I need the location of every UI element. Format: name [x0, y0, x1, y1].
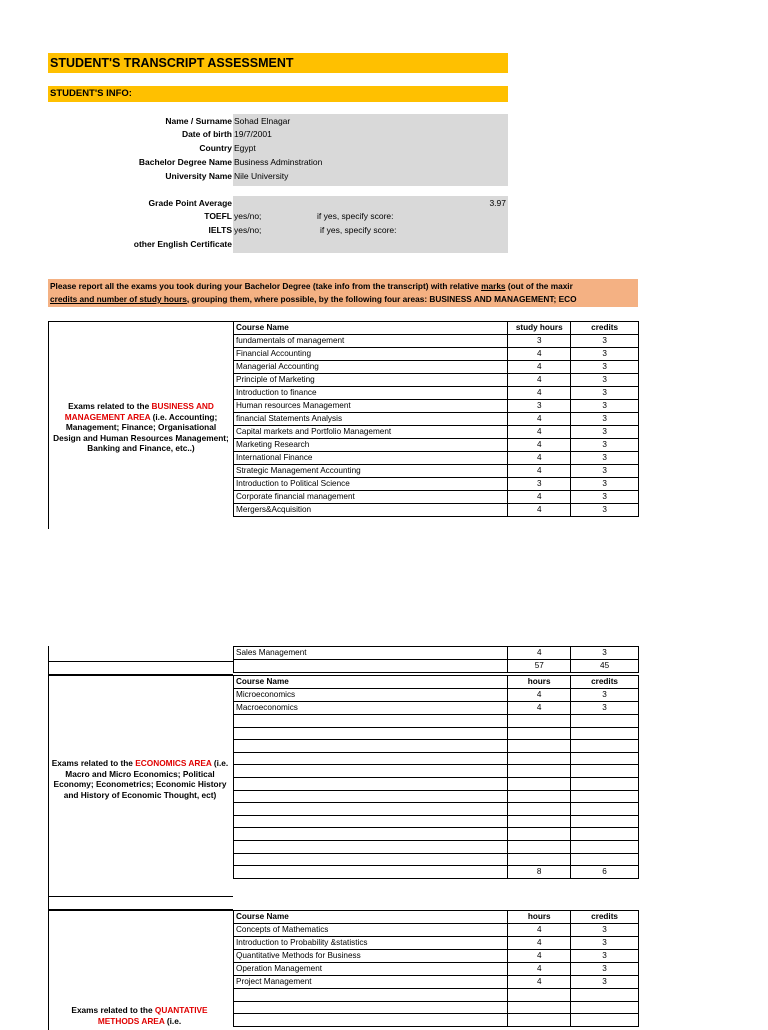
- business-cell[interactable]: Managerial Accounting: [234, 361, 508, 374]
- table-row: [234, 950, 639, 963]
- business-cell[interactable]: 4: [508, 361, 571, 374]
- table-row: [234, 715, 639, 728]
- business-cell[interactable]: 3: [571, 647, 639, 660]
- table-row: [234, 689, 639, 702]
- business-cell[interactable]: 4: [508, 426, 571, 439]
- economics-cell[interactable]: [571, 715, 639, 728]
- name-label: Name / Surname: [165, 116, 232, 126]
- table-row: [234, 790, 639, 803]
- economics-header-cell: hours: [508, 676, 571, 689]
- economics-table: [233, 675, 639, 879]
- economics-cell[interactable]: [508, 815, 571, 828]
- table-row: [234, 439, 639, 452]
- table-row: [234, 727, 639, 740]
- quant-cell[interactable]: Project Management: [234, 976, 508, 989]
- business-cell[interactable]: 4: [508, 374, 571, 387]
- economics-cell[interactable]: [571, 853, 639, 866]
- business-cell[interactable]: Human resources Management: [234, 400, 508, 413]
- degree-value[interactable]: Business Adminstration: [234, 157, 323, 167]
- table-row: [234, 815, 639, 828]
- table-row: [234, 647, 639, 660]
- ielts-value[interactable]: yes/no;: [234, 225, 262, 235]
- economics-cell[interactable]: [508, 752, 571, 765]
- economics-cell[interactable]: [508, 727, 571, 740]
- country-value[interactable]: Egypt: [234, 143, 256, 153]
- table-row: [234, 702, 639, 715]
- quant-cell[interactable]: 3: [571, 924, 639, 937]
- quant-cell[interactable]: 4: [508, 976, 571, 989]
- economics-cell[interactable]: [234, 727, 508, 740]
- business-cell[interactable]: 3: [571, 426, 639, 439]
- ielts-note: if yes, specify score:: [320, 225, 397, 235]
- economics-cell[interactable]: [571, 777, 639, 790]
- quant-desc-post: (i.e.: [166, 1015, 182, 1026]
- business-cell[interactable]: 3: [571, 439, 639, 452]
- economics-cell[interactable]: [571, 803, 639, 816]
- table-row: [234, 374, 639, 387]
- business-cell[interactable]: 3: [508, 478, 571, 491]
- business-cell[interactable]: Sales Management: [234, 647, 508, 660]
- business-cell[interactable]: 3: [571, 465, 639, 478]
- economics-desc-post: (i.e. Macro and Micro Economics; Political Economy; Econometrics; Economic History and History of Economic Thought, ect): [53, 758, 229, 800]
- economics-cell[interactable]: [571, 727, 639, 740]
- economics-cell[interactable]: 3: [571, 702, 639, 715]
- economics-cell[interactable]: [508, 853, 571, 866]
- table-row: [234, 853, 639, 866]
- business-cont-left-border: [48, 646, 49, 661]
- table-row: [234, 465, 639, 478]
- table-row: [234, 963, 639, 976]
- instructions-notice: [48, 279, 638, 307]
- notice-line2-underlined: credits and number of study hours: [50, 294, 187, 304]
- business-desc-pre: Exams related to the: [68, 401, 152, 411]
- business-cell[interactable]: 3: [571, 478, 639, 491]
- business-cell[interactable]: 3: [508, 400, 571, 413]
- gpa-label: Grade Point Average: [148, 198, 232, 208]
- economics-cell[interactable]: [234, 777, 508, 790]
- ielts-label: IELTS: [208, 225, 232, 235]
- table-row: [234, 400, 639, 413]
- economics-header-cell: credits: [571, 676, 639, 689]
- toefl-value[interactable]: yes/no;: [234, 211, 262, 221]
- notice-line1-pre: Please report all the exams you took during your Bachelor Degree (take info from the transcript) with relative: [50, 281, 482, 291]
- table-row: [234, 1014, 639, 1027]
- economics-cell[interactable]: [234, 752, 508, 765]
- economics-cell[interactable]: 4: [508, 689, 571, 702]
- business-cell[interactable]: Introduction to Political Science: [234, 478, 508, 491]
- country-label: Country: [199, 143, 232, 153]
- economics-cell[interactable]: [508, 803, 571, 816]
- quant-cell[interactable]: 3: [571, 976, 639, 989]
- quant-header-row: [234, 911, 639, 924]
- business-table: [233, 321, 639, 517]
- page-title: STUDENT'S TRANSCRIPT ASSESSMENT: [48, 53, 508, 73]
- business-cell[interactable]: 4: [508, 504, 571, 517]
- table-row: [234, 348, 639, 361]
- degree-label: Bachelor Degree Name: [138, 157, 232, 167]
- table-row: [234, 452, 639, 465]
- business-header-cell: study hours: [508, 322, 571, 335]
- business-cell[interactable]: 3: [571, 504, 639, 517]
- table-row: [234, 765, 639, 778]
- business-total-row: [234, 660, 639, 673]
- business-cell[interactable]: 3: [571, 348, 639, 361]
- business-cell[interactable]: 4: [508, 348, 571, 361]
- quant-cell[interactable]: 3: [571, 963, 639, 976]
- table-row: [234, 777, 639, 790]
- notice-marks: marks: [481, 281, 506, 291]
- notice-line2-post: , grouping them, where possible, by the following four areas: BUSINESS AND MANAGEMENT; ECO: [186, 294, 577, 304]
- business-cell[interactable]: International Finance: [234, 452, 508, 465]
- business-cell[interactable]: 4: [508, 465, 571, 478]
- business-cell[interactable]: 3: [508, 335, 571, 348]
- business-header-cell: Course Name: [234, 322, 508, 335]
- business-header-row: [234, 322, 639, 335]
- quant-desc-pre: Exams related to the: [71, 1005, 155, 1015]
- table-row: [234, 924, 639, 937]
- business-cell[interactable]: Mergers&Acquisition: [234, 504, 508, 517]
- university-value[interactable]: Nile University: [234, 171, 289, 181]
- quant-cell[interactable]: 3: [571, 950, 639, 963]
- economics-cell[interactable]: [234, 866, 508, 879]
- table-row: [234, 989, 639, 1002]
- business-area-description: [52, 401, 230, 454]
- table-row: [234, 413, 639, 426]
- economics-cell[interactable]: [571, 815, 639, 828]
- table-row: [234, 361, 639, 374]
- business-cell[interactable]: 4: [508, 413, 571, 426]
- other-cert-label: other English Certificate: [133, 239, 232, 249]
- dob-label: Date of birth: [181, 129, 232, 139]
- economics-cell[interactable]: [508, 840, 571, 853]
- business-cell[interactable]: 4: [508, 387, 571, 400]
- economics-cell[interactable]: [508, 777, 571, 790]
- quant-cell[interactable]: 4: [508, 950, 571, 963]
- economics-cell[interactable]: Macroeconomics: [234, 702, 508, 715]
- gpa-value[interactable]: 3.97: [489, 198, 506, 208]
- business-cell[interactable]: 45: [571, 660, 639, 673]
- business-cell[interactable]: Capital markets and Portfolio Management: [234, 426, 508, 439]
- name-value[interactable]: Sohad Elnagar: [234, 116, 291, 126]
- economics-area-description: [50, 758, 230, 800]
- economics-desc-area: ECONOMICS AREA: [135, 758, 212, 768]
- quant-cell[interactable]: [234, 1014, 508, 1027]
- business-cell[interactable]: fundamentals of management: [234, 335, 508, 348]
- business-cell[interactable]: 3: [571, 361, 639, 374]
- economics-cell[interactable]: [571, 828, 639, 841]
- business-cell[interactable]: 3: [571, 491, 639, 504]
- economics-cell[interactable]: 6: [571, 866, 639, 879]
- quant-cell[interactable]: 4: [508, 937, 571, 950]
- business-cell[interactable]: 57: [508, 660, 571, 673]
- business-cell[interactable]: 4: [508, 439, 571, 452]
- table-row: [234, 828, 639, 841]
- table-row: [234, 504, 639, 517]
- economics-header-row: [234, 676, 639, 689]
- business-desc-area: BUSINESS AND MANAGEMENT AREA: [64, 401, 214, 422]
- table-row: [234, 976, 639, 989]
- table-row: [234, 426, 639, 439]
- economics-cell[interactable]: [234, 790, 508, 803]
- table-row: [234, 740, 639, 753]
- toefl-label: TOEFL: [204, 211, 232, 221]
- business-cell[interactable]: financial Statements Analysis: [234, 413, 508, 426]
- business-cell[interactable]: 4: [508, 491, 571, 504]
- quant-cell[interactable]: [508, 1014, 571, 1027]
- quant-header-cell: Course Name: [234, 911, 508, 924]
- economics-cell[interactable]: [571, 765, 639, 778]
- business-cell[interactable]: [234, 660, 508, 673]
- economics-cell[interactable]: 3: [571, 689, 639, 702]
- table-row: [234, 937, 639, 950]
- economics-cell[interactable]: [508, 715, 571, 728]
- business-cell[interactable]: 4: [508, 452, 571, 465]
- economics-cell[interactable]: [508, 790, 571, 803]
- economics-desc-pre: Exams related to the: [51, 758, 136, 768]
- notice-line1-post: (out of the maxir: [505, 281, 573, 291]
- business-desc-post: (i.e. Accounting; Management; Finance; Organisational Design and Human Resources Management; Banking and Finance, etc..): [53, 411, 229, 453]
- economics-cell[interactable]: [571, 740, 639, 753]
- quant-cell[interactable]: Operation Management: [234, 963, 508, 976]
- economics-cell[interactable]: [571, 752, 639, 765]
- quant-cell[interactable]: [508, 1001, 571, 1014]
- business-cell[interactable]: Marketing Research: [234, 439, 508, 452]
- economics-cell[interactable]: [234, 740, 508, 753]
- university-label: University Name: [165, 171, 232, 181]
- economics-cell[interactable]: 8: [508, 866, 571, 879]
- business-cell[interactable]: 4: [508, 647, 571, 660]
- economics-cell[interactable]: [234, 715, 508, 728]
- quant-cell[interactable]: [508, 989, 571, 1002]
- quant-cell[interactable]: [234, 1001, 508, 1014]
- business-cell[interactable]: Financial Accounting: [234, 348, 508, 361]
- economics-cell[interactable]: [234, 828, 508, 841]
- quant-cell[interactable]: [234, 989, 508, 1002]
- toefl-note: if yes, specify score:: [317, 211, 394, 221]
- economics-cell[interactable]: [234, 853, 508, 866]
- business-cell[interactable]: Strategic Management Accounting: [234, 465, 508, 478]
- quant-cell[interactable]: Introduction to Probability &statistics: [234, 937, 508, 950]
- business-cell[interactable]: Introduction to finance: [234, 387, 508, 400]
- economics-cell[interactable]: [234, 815, 508, 828]
- quant-area-description: [52, 1005, 227, 1026]
- quant-table: [233, 910, 639, 1027]
- business-cell[interactable]: 3: [571, 387, 639, 400]
- economics-total-left-line: [48, 896, 233, 910]
- business-cell[interactable]: 3: [571, 400, 639, 413]
- economics-total-row: [234, 866, 639, 879]
- business-cell[interactable]: Principle of Marketing: [234, 374, 508, 387]
- quant-desc-area: QUANTATIVE METHODS AREA: [97, 1005, 208, 1026]
- table-row: [234, 478, 639, 491]
- quant-cell[interactable]: 3: [571, 937, 639, 950]
- business-cell[interactable]: 3: [571, 413, 639, 426]
- table-row: [234, 491, 639, 504]
- table-row: [234, 1001, 639, 1014]
- quant-cell[interactable]: 4: [508, 963, 571, 976]
- quant-cell[interactable]: Quantitative Methods for Business: [234, 950, 508, 963]
- quant-cell[interactable]: 4: [508, 924, 571, 937]
- business-header-cell: credits: [571, 322, 639, 335]
- economics-cell[interactable]: Microeconomics: [234, 689, 508, 702]
- economics-cell[interactable]: [234, 840, 508, 853]
- table-row: [234, 387, 639, 400]
- quant-header-cell: hours: [508, 911, 571, 924]
- dob-value[interactable]: 19/7/2001: [234, 129, 272, 139]
- business-cont-table: [233, 646, 639, 673]
- business-total-left-line: [48, 661, 233, 675]
- economics-cell[interactable]: [508, 828, 571, 841]
- economics-header-cell: Course Name: [234, 676, 508, 689]
- quant-cell[interactable]: [571, 1001, 639, 1014]
- quant-header-cell: credits: [571, 911, 639, 924]
- quant-cell[interactable]: [571, 1014, 639, 1027]
- business-cell[interactable]: 3: [571, 335, 639, 348]
- business-cell[interactable]: 3: [571, 374, 639, 387]
- student-info-header: STUDENT'S INFO:: [48, 86, 508, 102]
- table-row: [234, 803, 639, 816]
- economics-cell[interactable]: [571, 790, 639, 803]
- economics-cell[interactable]: [508, 765, 571, 778]
- economics-cell[interactable]: [508, 740, 571, 753]
- quant-cell[interactable]: [571, 989, 639, 1002]
- economics-cell[interactable]: [234, 803, 508, 816]
- economics-cell[interactable]: 4: [508, 702, 571, 715]
- table-row: [234, 752, 639, 765]
- table-row: [234, 840, 639, 853]
- business-cell[interactable]: Corporate financial management: [234, 491, 508, 504]
- table-row: [234, 335, 639, 348]
- economics-cell[interactable]: [234, 765, 508, 778]
- quant-cell[interactable]: Concepts of Mathematics: [234, 924, 508, 937]
- economics-cell[interactable]: [571, 840, 639, 853]
- business-cell[interactable]: 3: [571, 452, 639, 465]
